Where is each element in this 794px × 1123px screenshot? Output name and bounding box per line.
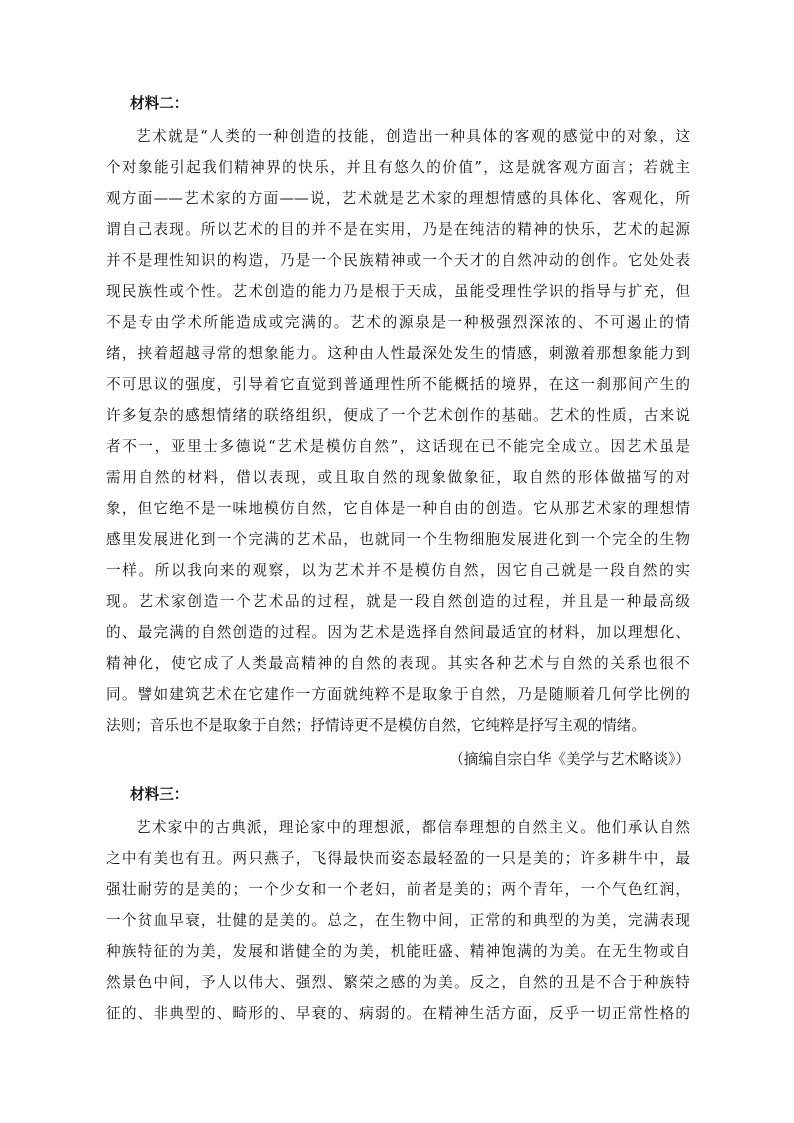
paragraph-line: 并不是理性知识的构造，乃是一个民族精神或一个天才的自然冲动的创作。它处处表 — [106, 252, 690, 269]
paragraph-line: 现。艺术家创造一个艺术品的过程，就是一段自然创造的过程，并且是一种最高级 — [106, 593, 690, 610]
paragraph-line: 谓自己表现。所以艺术的目的并不是在实用，乃是在纯洁的精神的快乐，艺术的起源 — [106, 221, 690, 238]
paragraph-line: 艺术家中的古典派，理论家中的理想派，都信奉理想的自然主义。他们承认自然 — [136, 819, 690, 836]
paragraph-line: 法则；音乐也不是取象于自然；抒情诗更不是模仿自然，它纯粹是抒写主观的情绪。 — [106, 717, 646, 734]
paragraph-line: 同。譬如建筑艺术在它建作一方面就纯粹不是取象于自然，乃是随顺着几何学比例的 — [106, 686, 690, 703]
paragraph-line: 精神化，使它成了人类最高精神的自然的表现。其实各种艺术与自然的关系也很不 — [106, 655, 690, 672]
paragraph-line: 一样。所以我向来的观察，以为艺术并不是模仿自然，因它自己就是一段自然的实 — [106, 562, 690, 579]
paragraph-line: 征的、非典型的、畸形的、早衰的、病弱的。在精神生活方面，反乎一切正常性格的 — [106, 1005, 690, 1022]
paragraph-line: 现民族性或个性。艺术创造的能力乃是根于天成，虽能受理性学识的指导与扩充，但 — [106, 283, 690, 300]
paragraph-line: 许多复杂的感想情绪的联络组织，便成了一个艺术创作的基础。艺术的性质，古来说 — [106, 407, 690, 424]
material2-heading: 材料二： — [130, 95, 189, 112]
source-citation: （摘编自宗白华《美学与艺术略谈》） — [449, 751, 690, 768]
paragraph-line: 个对象能引起我们精神界的快乐，并且有悠久的价值”，这是就客观方面言；若就主 — [106, 159, 690, 176]
material3-heading: 材料三： — [130, 786, 189, 803]
paragraph-line: 不可思议的强度，引导着它直觉到普通理性所不能概括的境界，在这一刹那间产生的 — [106, 376, 690, 393]
paragraph-line: 艺术就是“人类的一种创造的技能，创造出一种具体的客观的感觉中的对象，这 — [136, 128, 690, 145]
paragraph-line: 一个贫血早衰，壮健的是美的。总之，在生物中间，正常的和典型的为美，完满表现 — [106, 912, 690, 929]
paragraph-line: 种族特征的为美，发展和谐健全的为美，机能旺盛、精神饱满的为美。在无生物或自 — [106, 943, 690, 960]
paragraph-line: 需用自然的材料，借以表现，或且取自然的现象做象征，取自然的形体做描写的对 — [106, 469, 690, 486]
paragraph-line: 感里发展进化到一个完满的艺术品，也就同一个生物细胞发展进化到一个完全的生物 — [106, 531, 690, 548]
paragraph-line: 观方面——艺术家的方面——说，艺术就是艺术家的理想情感的具体化、客观化，所 — [106, 190, 690, 207]
paragraph-line: 不是专由学术所能造成或完满的。艺术的源泉是一种极强烈深浓的、不可遏止的情 — [106, 314, 690, 331]
paragraph-line: 强壮耐劳的是美的；一个少女和一个老妇，前者是美的；两个青年，一个气色红润， — [106, 881, 690, 898]
paragraph-line: 然景色中间，予人以伟大、强烈、繁荣之感的为美。反之，自然的丑是不合于种族特 — [106, 974, 690, 991]
paragraph-line: 象，但它绝不是一味地模仿自然，它自体是一种自由的创造。它从那艺术家的理想情 — [106, 500, 690, 517]
paragraph-line: 的、最完满的自然创造的过程。因为艺术是选择自然间最适宜的材料，加以理想化、 — [106, 624, 690, 641]
paragraph-line: 之中有美也有丑。两只燕子，飞得最快而姿态最轻盈的一只是美的；许多耕牛中，最 — [106, 850, 690, 867]
paragraph-line: 者不一，亚里士多德说“艺术是模仿自然”，这话现在已不能完全成立。因艺术虽是 — [106, 438, 690, 455]
paragraph-line: 绪，挟着超越寻常的想象能力。这种由人性最深处发生的情感，刺激着那想象能力到 — [106, 345, 690, 362]
